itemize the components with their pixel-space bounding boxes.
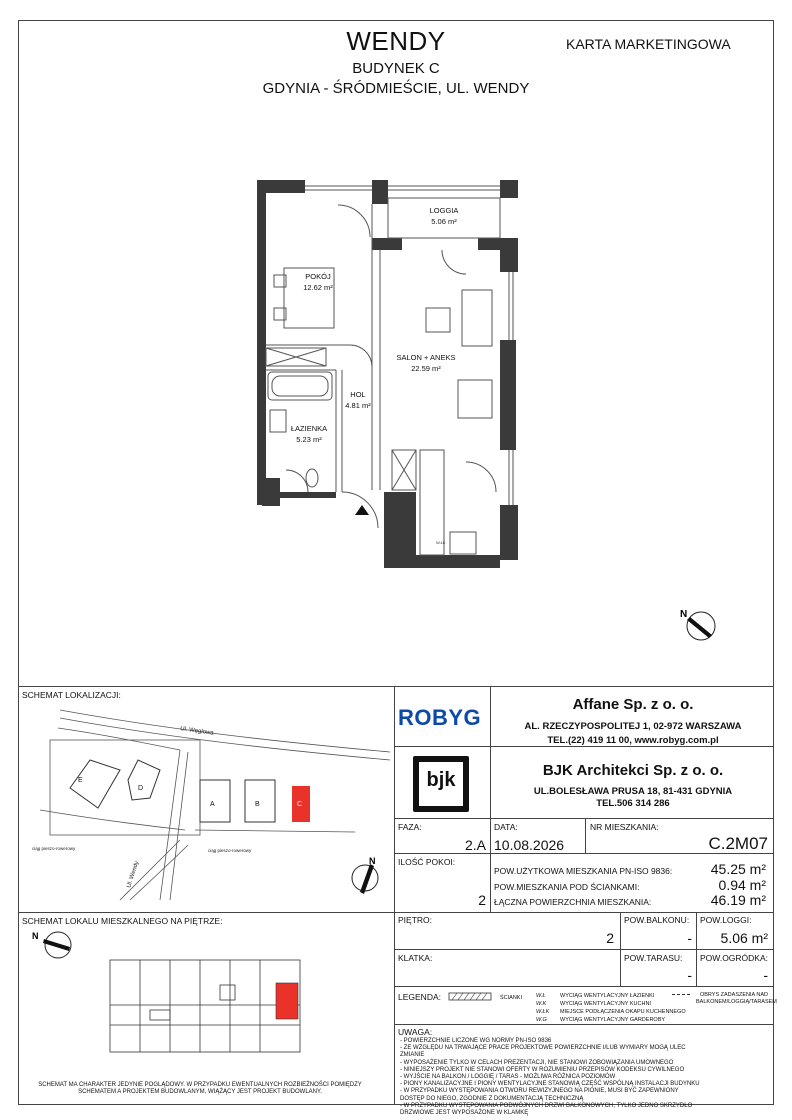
compass-icon: [352, 856, 378, 894]
usable-area-label: POW.UŻYTKOWA MIESZKANIA PN-ISO 9836:: [494, 866, 673, 876]
terrace-value: -: [687, 967, 692, 983]
building-letter-d: D: [138, 785, 144, 792]
room-area-loggia: 5.06 m²: [431, 217, 457, 226]
garden-label: POW.OGRÓDKA:: [700, 953, 769, 963]
svg-text:N: N: [369, 856, 376, 866]
apartment-number-label: NR MIESZKANIA:: [590, 822, 659, 832]
developer-name: Affane Sp. z o. o.: [572, 696, 694, 713]
room-area-pokoj: 12.62 m²: [303, 283, 333, 292]
developer-address: AL. RZECZYPOSPOLITEJ 1, 02-972 WARSZAWA: [524, 721, 742, 732]
project-address: GDYNIA - ŚRÓDMIEŚCIE, UL. WENDY: [262, 80, 530, 97]
apartment-number-value: C.2M07: [708, 834, 768, 853]
building-letter-b: B: [255, 801, 260, 808]
project-title: WENDY: [346, 26, 446, 56]
date-label: DATA:: [494, 822, 518, 832]
location-map: [20, 700, 392, 910]
balcony-label: POW.BALKONU:: [624, 915, 690, 925]
balcony-value: -: [687, 930, 692, 946]
compass-icon: [32, 931, 71, 958]
staircase-label: KLATKA:: [398, 953, 433, 963]
path-label-2: ciąg pieszo-rowerowy: [208, 848, 252, 853]
building-letter-a: A: [210, 801, 215, 808]
legend-item: W.G WYCIĄG WENTYLACYJNY GARDEROBY: [536, 1017, 666, 1023]
vent-label: W.ŁK: [436, 540, 446, 545]
room-name-hol: HOL: [350, 390, 366, 399]
floor-schema-title: SCHEMAT LOKALU MIESZKALNEGO NA PIĘTRZE:: [22, 916, 223, 926]
rooms-value: 2: [478, 892, 486, 908]
loggia-label: POW.LOGGI:: [700, 915, 752, 925]
faza-label: FAZA:: [398, 822, 422, 832]
total-area-label: ŁĄCZNA POWIERZCHNIA MIESZKANIA:: [494, 897, 652, 907]
garden-value: -: [763, 967, 768, 983]
rooms-label: ILOŚĆ POKOI:: [398, 857, 456, 867]
under-walls-area-value: 0.94 m²: [718, 877, 766, 893]
street-label-weglowa: Ul. Węglowa: [179, 726, 214, 737]
legend-overhang: OBRYS ZADASZENIA NAD BALKONEM/LOGGIĄ/TARASEM: [696, 992, 777, 1005]
legend-vent-list: [536, 992, 686, 1024]
architect-phone: TEL.506 314 286: [596, 798, 670, 809]
legend-item: W.ŁK MIEJSCE PODŁĄCZENIA OKAPU KUCHENNEGO: [536, 1009, 686, 1015]
building-letter-c: C: [297, 801, 303, 808]
floor-label: PIĘTRO:: [398, 915, 433, 925]
faza-value: 2.A: [464, 837, 486, 853]
terrace-label: POW.TARASU:: [624, 953, 683, 963]
usable-area-value: 45.25 m²: [710, 861, 766, 877]
location-schema-title: SCHEMAT LOKALIZACJI:: [22, 690, 121, 700]
building-letter-e: E: [78, 777, 83, 784]
loggia-value: 5.06 m²: [720, 930, 768, 946]
room-area-lazienka: 5.23 m²: [296, 435, 322, 444]
legend-item: W.Ł WYCIĄG WENTYLACYJNY ŁAZIENKI: [536, 993, 655, 999]
svg-text:N: N: [32, 931, 39, 941]
room-area-hol: 4.81 m²: [345, 401, 371, 410]
building-name: BUDYNEK C: [352, 60, 440, 77]
overhang-dash-icon: [672, 994, 690, 995]
total-area-value: 46.19 m²: [710, 892, 766, 908]
floor-schema-disclaimer: SCHEMAT MA CHARAKTER JEDYNIE POGLĄDOWY. W PRZYPADKU EWENTUALNYCH ROZBIEŻNOŚCI POMIĘDZY SCHEMATEM A PROJEKTEM BUDOWLANYM, WIĄŻĄCY JEST PROJEKT BUDOWLANY.: [38, 1082, 362, 1096]
legend-title: LEGENDA:: [398, 992, 441, 1002]
compass-icon: [680, 609, 715, 640]
floor-value: 2: [606, 930, 614, 946]
architect-name: BJK Architekci Sp. z o. o.: [542, 762, 724, 779]
legend-item: W.K WYCIĄG WENTYLACYJNY KUCHNI: [536, 1001, 651, 1007]
walls-hatch-icon: [448, 992, 494, 1002]
document-type: KARTA MARKETINGOWA: [566, 36, 731, 52]
room-area-salon: 22.59 m²: [411, 364, 441, 373]
notes-list: - POWIERZCHNIE LICZONE WG NORMY PN-ISO 9836 - ZE WZGLĘDU NA TRWAJĄCE PRACE PROJEKTOWE POWIERZCHNIE I/LUB WYMIARY MOGĄ ULEC ZMIANIE - WYPOSAŻENIE TYLKO W CELACH PREZENTACJI, NIE STANOWI ZOBOWIĄZANIA UMOWNEGO - NINIEJSZY PROJEKT NIE STANOWI OFERTY W ROZUMIENIU PRZEPISÓW KODEKSU CYWILNEGO - WYJŚCIE NA BALKON / LOGGIĘ / TARAS - MOŻLIWA RÓŻNICA POZIOMÓW - PIONY KANALIZACYJNE I PIONY WENTYLACYJNE STANOWIĄ CZĘŚĆ WSPÓLNĄ INSTALACJI BUDYNKU - W PRZYPADKU WYSTĘPOWANIA OTWORU REWIZYJNEGO NA PIONIE, MUSI BYĆ ZAPEWNIONY DOSTĘP DO NIEGO, ZGODNIE Z DOKUMENTACJĄ TECHNICZNĄ - W PRZYPADKU WYSTĘPOWANIA PODWÓJNYCH DRZWI BALKONOWYCH, TYLKO JEDNO SKRZYDŁO DRZWIOWE JEST WYPOSAŻONE W KLAMKĘ: [400, 1038, 700, 1117]
bjk-logo: bjk: [413, 756, 469, 812]
svg-text:N: N: [680, 609, 688, 620]
floor-schema: [20, 925, 392, 1075]
room-name-lazienka: ŁAZIENKA: [290, 424, 328, 433]
developer-contact: TEL.(22) 419 11 00, www.robyg.com.pl: [547, 735, 719, 746]
date-value: 10.08.2026: [494, 837, 565, 853]
robyg-logo: ROBYG: [398, 705, 482, 730]
room-name-pokoj: POKÓJ: [305, 272, 331, 281]
architect-address: UL.BOLESŁAWA PRUSA 18, 81-431 GDYNIA: [533, 786, 733, 797]
under-walls-area-label: POW.MIESZKANIA POD ŚCIANKAMI:: [494, 882, 640, 892]
room-name-salon: SALON + ANEKS: [396, 353, 456, 362]
room-name-loggia: LOGGIA: [429, 206, 459, 215]
path-label-1: ciąg pieszo-rowerowy: [32, 846, 76, 851]
legend-walls-label: ŚCIANKI: [500, 995, 523, 1001]
street-label-wendy: Ul. Wendy: [126, 860, 141, 889]
notes-title: UWAGA:: [398, 1027, 433, 1037]
